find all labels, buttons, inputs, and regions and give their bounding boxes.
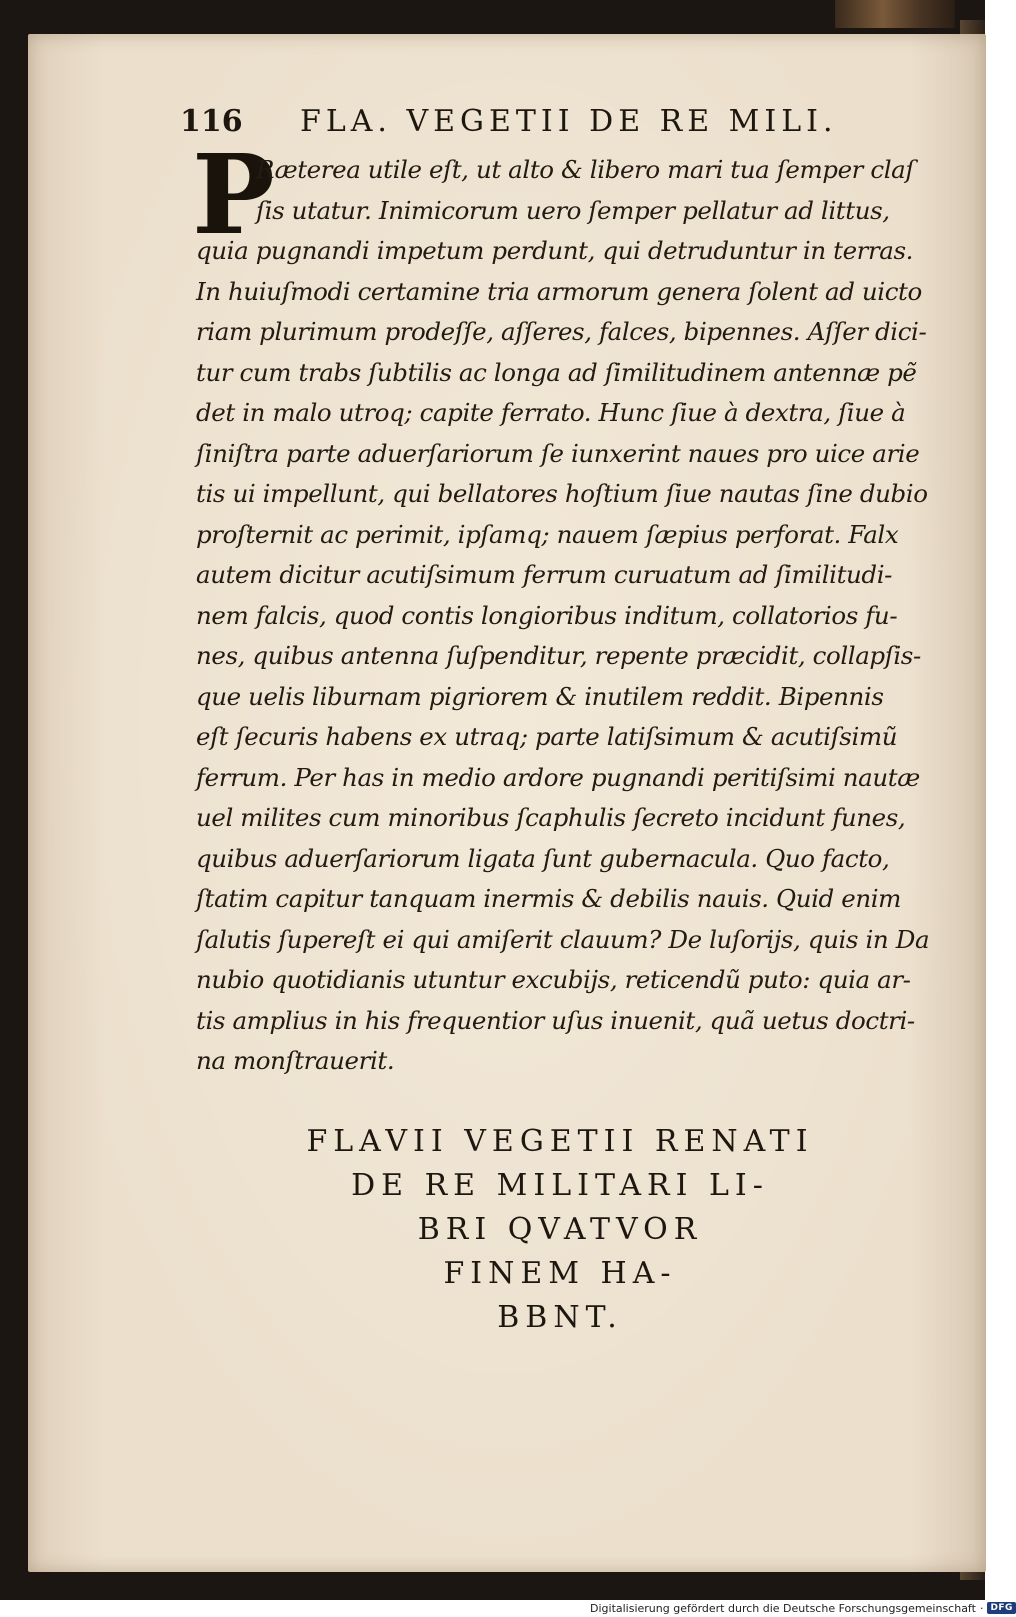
text-line: det in malo utroq; capite ferrato. Hunc ſiue à dextra, ſiue à: [196, 398, 906, 427]
text-line: ſalutis ſupereſt ei qui amiſerit clauum? De luſorijs, quis in Da: [196, 924, 930, 954]
text-line: ferrum. Per has in medio ardore pugnandi peritiſsimi nautæ: [196, 762, 920, 792]
running-head: FLA. VEGETII DE RE MILI.: [300, 104, 838, 139]
text-line: In huiuſmodi certamine tria armorum genera ſolent ad uicto: [196, 276, 922, 306]
body-text: [196, 150, 930, 1082]
text-line: ſtatim capitur tanquam inermis & debilis nauis. Quid enim: [196, 884, 901, 913]
digitization-footer: Digitalisierung gefördert durch die Deutsche Forschungsgemeinschaft · DFG: [590, 1601, 1016, 1615]
text-line: ſiniſtra parte aduerſariorum ſe iunxerint naues pro uice arie: [196, 438, 920, 468]
text-line: que uelis liburnam pigriorem & inutilem reddit. Bipennis: [196, 681, 884, 711]
drop-capital: P: [192, 130, 275, 259]
text-line: ſis utatur. Inimicorum uero ſemper pellatur ad littus,: [256, 195, 890, 225]
page-header: [180, 104, 880, 144]
text-line: autem dicitur acutiſsimum ferrum curuatum ad ſimilitudi-: [196, 560, 893, 589]
text-line: nubio quotidianis utuntur excubijs, reticendũ puto: quia ar-: [196, 965, 911, 994]
text-line: quibus aduerſariorum ligata ſunt gubernacula. Quo facto,: [196, 843, 890, 873]
text-line: proſternit ac perimit, ipſamq; nauem ſæpius perforat. Falx: [196, 519, 899, 549]
text-line: Ræterea utile eſt, ut alto & libero mari tua ſemper claſ: [256, 155, 915, 184]
colophon: [250, 1120, 870, 1340]
colophon-line: DE RE MILITARI LI-: [351, 1168, 769, 1203]
dfg-logo: DFG: [987, 1602, 1016, 1614]
footer-credit: Digitalisierung gefördert durch die Deutsche Forschungsgemeinschaft: [590, 1601, 976, 1615]
text-line: quia pugnandi impetum perdunt, qui detruduntur in terras.: [196, 236, 914, 265]
text-line: tis amplius in his frequentior uſus inuenit, quã uetus doctri-: [196, 1005, 915, 1035]
text-line: uel milites cum minoribus ſcaphulis ſecreto incidunt funes,: [196, 803, 906, 832]
colophon-line: BRI QVATVOR: [417, 1212, 703, 1247]
text-line: na monſtrauerit.: [196, 1046, 395, 1075]
text-line: nes, quibus antenna ſuſpenditur, repente præcidit, collapſis-: [196, 641, 921, 670]
colophon-line: FINEM HA-: [443, 1256, 677, 1291]
text-line: eſt ſecuris habens ex utraq; parte latiſsimum & acutiſsimũ: [196, 722, 898, 751]
colophon-line: BBNT.: [497, 1300, 623, 1335]
page-number: 116: [180, 104, 243, 139]
text-line: nem falcis, quod contis longioribus inditum, collatorios fu-: [196, 600, 898, 630]
text-line: tur cum trabs ſubtilis ac longa ad ſimilitudinem antennæ pẽ: [196, 357, 917, 387]
colophon-line: FLAVII VEGETII RENATI: [306, 1124, 814, 1159]
text-line: tis ui impellunt, qui bellatores hoſtium ſiue nautas ſine dubio: [196, 479, 928, 508]
book-top-edge: [835, 0, 955, 28]
text-line: riam plurimum prodeſſe, aſſeres, falces, bipennes. Aſſer dici-: [196, 317, 927, 346]
